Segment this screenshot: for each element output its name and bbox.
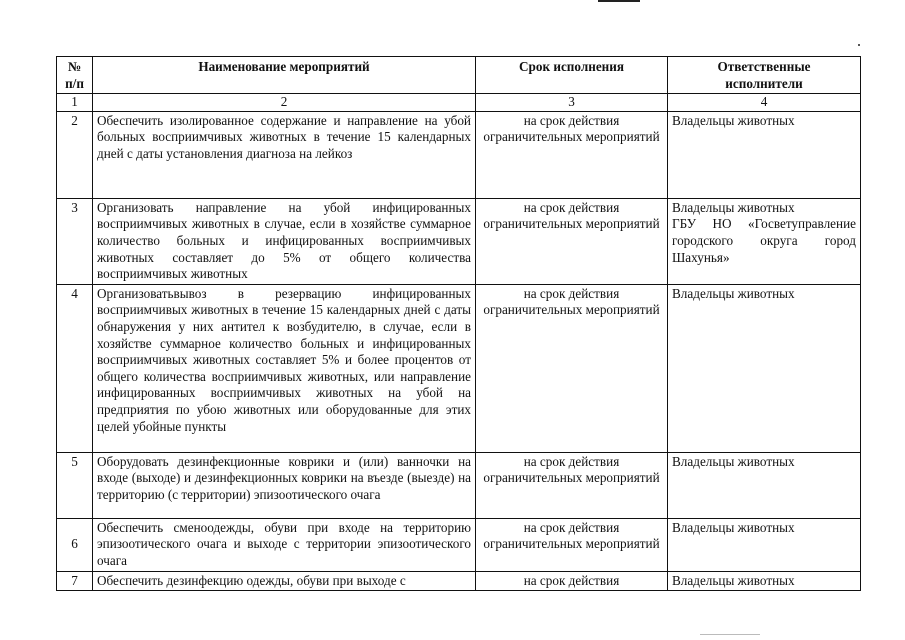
measure-responsible: Владельцы животных ГБУ НО «Госветуправление городского округа город Шахунья» <box>668 198 861 284</box>
header-term: Срок исполнения <box>476 57 668 94</box>
measure-name: Организоватьвывоз в резервацию инфицированных восприимчивых животных в течение 15 календарных дней с даты обнаружения у них антител к возбудителю, в случае, если в хозяйстве суммарное количество больных и инфицированных восприимчивых животных составляет 5% и более процентов от общего количества восприимчивых животных, или направление инфицированных восприимчивых животных на убой на предприятия по убою животных или оборудованные для этих целей убойные пункты <box>93 284 476 452</box>
row-number: 6 <box>57 518 93 571</box>
column-numbers-row <box>57 94 861 112</box>
table-row <box>57 198 861 284</box>
measure-term: на срок действия ограничительных мероприятий <box>476 284 668 452</box>
measure-responsible: Владельцы животных <box>668 518 861 571</box>
measure-responsible: Владельцы животных <box>668 111 861 198</box>
scan-artifact-bottom <box>700 634 760 635</box>
measure-term: на срок действия ограничительных мероприятий <box>476 452 668 518</box>
measure-term: на срок действия ограничительных мероприятий <box>476 111 668 198</box>
measure-name: Оборудовать дезинфекционные коврики и (или) ванночки на входе (выходе) и дезинфекционных коврики на въезде (выезде) на территорию (с территории) эпизоотического очага <box>93 452 476 518</box>
header-num: № п/п <box>57 57 93 94</box>
measures-table <box>56 56 861 591</box>
row-number: 3 <box>57 198 93 284</box>
row-number: 5 <box>57 452 93 518</box>
header-name: Наименование мероприятий <box>93 57 476 94</box>
measure-name: Обеспечить сменоодежды, обуви при входе на территорию эпизоотического очага и выходе с территории эпизоотического очага <box>93 518 476 571</box>
table-row <box>57 284 861 452</box>
col-number: 3 <box>476 94 668 112</box>
col-number: 4 <box>668 94 861 112</box>
table-row <box>57 452 861 518</box>
scan-artifact-top <box>598 0 640 2</box>
table-row <box>57 518 861 571</box>
measure-term: на срок действия ограничительных мероприятий <box>476 518 668 571</box>
row-number: 4 <box>57 284 93 452</box>
col-number: 2 <box>93 94 476 112</box>
measure-responsible: Владельцы животных <box>668 452 861 518</box>
col-number: 1 <box>57 94 93 112</box>
header-responsible: Ответственные исполнители <box>668 57 861 94</box>
row-number: 2 <box>57 111 93 198</box>
measure-term: на срок действия <box>476 571 668 591</box>
measure-name: Организовать направление на убой инфицированных восприимчивых животных в случае, если в хозяйстве суммарное количество больных и инфицированных восприимчивых животных составляет до 5% от общего количества восприимчивых животных <box>93 198 476 284</box>
measure-responsible: Владельцы животных <box>668 284 861 452</box>
table-header-row <box>57 57 861 94</box>
scan-artifact-dot <box>858 44 860 46</box>
measure-name: Обеспечить изолированное содержание и направление на убой больных восприимчивых животных в течение 15 календарных дней с даты установления диагноза на лейкоз <box>93 111 476 198</box>
measure-term: на срок действия ограничительных мероприятий <box>476 198 668 284</box>
row-number: 7 <box>57 571 93 591</box>
table-row <box>57 111 861 198</box>
table-row <box>57 571 861 591</box>
measure-name: Обеспечить дезинфекцию одежды, обуви при выходе с <box>93 571 476 591</box>
measure-responsible: Владельцы животных <box>668 571 861 591</box>
